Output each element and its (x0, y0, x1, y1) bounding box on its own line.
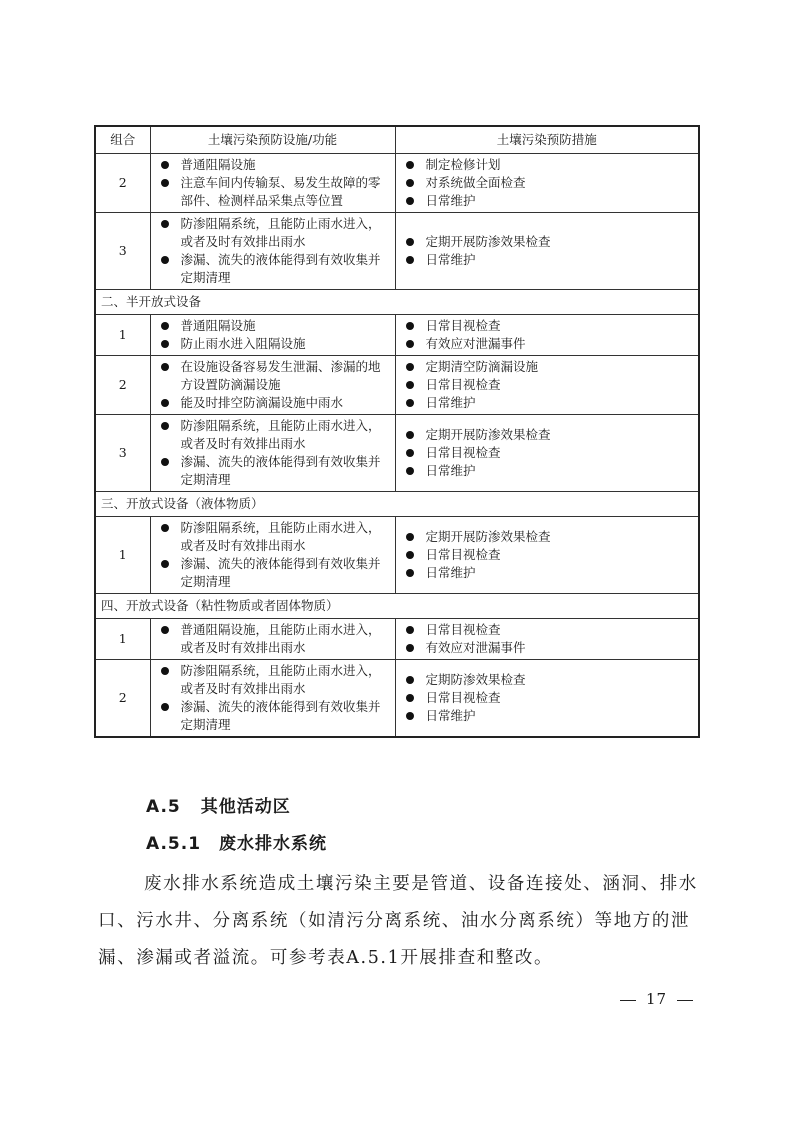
bullet-icon (161, 161, 169, 169)
list-item (402, 192, 693, 210)
page-number-text: 17 (646, 990, 668, 1008)
bullet-icon (161, 399, 169, 407)
list-item-text: 对系统做全面检查 (425, 175, 526, 190)
bullet-icon (161, 220, 169, 228)
list-item-text: 日常目视检查 (425, 377, 501, 392)
table-row (95, 517, 699, 594)
bullet-icon (406, 431, 414, 439)
bullet-icon (161, 703, 169, 711)
bullet-icon (161, 179, 169, 187)
list-item (402, 233, 693, 251)
facilities-cell (150, 154, 395, 213)
bullet-icon (161, 322, 169, 330)
list-item (402, 621, 693, 639)
list-item-text: 日常维护 (425, 708, 476, 723)
bullet-icon (406, 533, 414, 541)
bullet-list (157, 662, 389, 734)
measures-cell (395, 315, 699, 356)
bullet-list (402, 671, 693, 725)
bullet-icon (406, 551, 414, 559)
list-item (402, 444, 693, 462)
list-item (402, 335, 693, 353)
list-item (402, 462, 693, 480)
section-row (95, 290, 699, 315)
list-item (157, 317, 389, 335)
bullet-icon (161, 560, 169, 568)
list-item (157, 335, 389, 353)
list-item (157, 698, 389, 734)
body-paragraph: 废水排水系统造成土壤污染主要是管道、设备连接处、涵洞、排水口、污水井、分离系统（如清污分离系统、油水分离系统）等地方的泄漏、渗漏或者溢流。可参考表A.5.1开展排查和整改。 (98, 874, 698, 968)
section-heading-a51 (146, 829, 327, 854)
bullet-list (402, 358, 693, 412)
bullet-icon (406, 161, 414, 169)
combo-cell: 1 (95, 315, 150, 356)
bullet-list (157, 215, 389, 287)
list-item-text: 渗漏、流失的液体能得到有效收集并定期清理 (180, 252, 381, 285)
bullet-icon (406, 381, 414, 389)
facilities-cell (150, 415, 395, 492)
table-row (95, 315, 699, 356)
bullet-icon (406, 363, 414, 371)
dash-right (677, 1000, 693, 1001)
bullet-icon (406, 626, 414, 634)
bullet-icon (406, 676, 414, 684)
measures-cell (395, 517, 699, 594)
list-item (157, 394, 389, 412)
table-row (95, 213, 699, 290)
combo-cell: 3 (95, 415, 150, 492)
table-row (95, 660, 699, 738)
list-item (157, 519, 389, 555)
bullet-list (157, 358, 389, 412)
list-item (402, 394, 693, 412)
bullet-icon (406, 256, 414, 264)
section-row (95, 492, 699, 517)
list-item-text: 普通阻隔设施，且能防止雨水进入，或者及时有效排出雨水 (180, 622, 381, 655)
list-item-text: 有效应对泄漏事件 (425, 640, 526, 655)
section-number: A.5 (146, 797, 181, 817)
list-item-text: 渗漏、流失的液体能得到有效收集并定期清理 (180, 699, 381, 732)
list-item-text: 能及时排空防滴漏设施中雨水 (180, 395, 344, 410)
list-item-text: 日常目视检查 (425, 622, 501, 637)
list-item (402, 317, 693, 335)
list-item-text: 日常维护 (425, 252, 476, 267)
list-item-text: 日常目视检查 (425, 445, 501, 460)
table-row (95, 356, 699, 415)
facilities-cell (150, 356, 395, 415)
list-item (402, 528, 693, 546)
header-combo: 组合 (95, 126, 150, 154)
bullet-list (157, 417, 389, 489)
section-title: 其他活动区 (200, 797, 291, 817)
bullet-icon (406, 322, 414, 330)
bullet-icon (161, 524, 169, 532)
list-item-text: 日常目视检查 (425, 690, 501, 705)
list-item (402, 426, 693, 444)
combo-cell: 2 (95, 356, 150, 415)
bullet-icon (161, 340, 169, 348)
measures-cell (395, 415, 699, 492)
dash-left (620, 1000, 636, 1001)
list-item-text: 定期开展防渗效果检查 (425, 234, 551, 249)
list-item (157, 251, 389, 287)
list-item-text: 日常维护 (425, 395, 476, 410)
bullet-icon (406, 467, 414, 475)
combo-cell: 2 (95, 154, 150, 213)
section-label: 二、半开放式设备 (95, 290, 699, 315)
bullet-icon (406, 197, 414, 205)
list-item-text: 定期开展防渗效果检查 (425, 427, 551, 442)
list-item-text: 定期开展防渗效果检查 (425, 529, 551, 544)
combo-cell: 2 (95, 660, 150, 738)
subsection-title: 废水排水系统 (219, 834, 328, 854)
list-item-text: 防渗阻隔系统，且能防止雨水进入，或者及时有效排出雨水 (180, 418, 381, 451)
bullet-icon (406, 340, 414, 348)
list-item (402, 564, 693, 582)
list-item-text: 日常维护 (425, 565, 476, 580)
list-item-text: 防渗阻隔系统，且能防止雨水进入，或者及时有效排出雨水 (180, 216, 381, 249)
list-item (402, 639, 693, 657)
measures-cell (395, 356, 699, 415)
list-item (157, 417, 389, 453)
header-facilities: 土壤污染预防设施/功能 (150, 126, 395, 154)
bullet-icon (406, 644, 414, 652)
facilities-cell (150, 660, 395, 738)
list-item-text: 渗漏、流失的液体能得到有效收集并定期清理 (180, 454, 381, 487)
list-item-text: 注意车间内传输泵、易发生故障的零部件、检测样品采集点等位置 (180, 175, 381, 208)
page-number (610, 990, 703, 1008)
bullet-list (157, 519, 389, 591)
list-item (157, 453, 389, 489)
bullet-list (402, 621, 693, 657)
facilities-cell (150, 517, 395, 594)
list-item (157, 555, 389, 591)
bullet-icon (406, 712, 414, 720)
bullet-icon (161, 256, 169, 264)
bullet-list (157, 621, 389, 657)
section-heading-a5 (146, 792, 291, 817)
measures-cell (395, 154, 699, 213)
bullet-list (402, 528, 693, 582)
table-body (95, 154, 699, 738)
list-item (402, 546, 693, 564)
list-item (157, 662, 389, 698)
section-row (95, 594, 699, 619)
measures-cell (395, 213, 699, 290)
table-header-row (95, 126, 699, 154)
bullet-icon (406, 449, 414, 457)
bullet-icon (161, 626, 169, 634)
list-item-text: 在设施设备容易发生泄漏、渗漏的地方设置防滴漏设施 (180, 359, 381, 392)
measures-cell (395, 619, 699, 660)
bullet-icon (406, 569, 414, 577)
soil-pollution-prevention-table (94, 125, 700, 738)
combo-cell: 3 (95, 213, 150, 290)
list-item (402, 689, 693, 707)
list-item-text: 防止雨水进入阻隔设施 (180, 336, 306, 351)
bullet-icon (406, 238, 414, 246)
list-item-text: 日常维护 (425, 463, 476, 478)
list-item-text: 日常维护 (425, 193, 476, 208)
list-item (157, 358, 389, 394)
facilities-cell (150, 619, 395, 660)
subsection-number: A.5.1 (146, 834, 202, 854)
bullet-icon (161, 363, 169, 371)
list-item-text: 防渗阻隔系统，且能防止雨水进入，或者及时有效排出雨水 (180, 520, 381, 553)
list-item (157, 621, 389, 657)
table-row (95, 154, 699, 213)
list-item (157, 174, 389, 210)
list-item-text: 制定检修计划 (425, 157, 501, 172)
combo-cell: 1 (95, 619, 150, 660)
list-item-text: 普通阻隔设施 (180, 318, 256, 333)
list-item (402, 174, 693, 192)
list-item (402, 376, 693, 394)
bullet-list (402, 317, 693, 353)
list-item (402, 671, 693, 689)
list-item-text: 防渗阻隔系统，且能防止雨水进入，或者及时有效排出雨水 (180, 663, 381, 696)
list-item (402, 251, 693, 269)
list-item (402, 707, 693, 725)
bullet-icon (161, 422, 169, 430)
combo-cell: 1 (95, 517, 150, 594)
bullet-icon (161, 458, 169, 466)
measures-cell (395, 660, 699, 738)
list-item-text: 日常目视检查 (425, 318, 501, 333)
list-item (402, 358, 693, 376)
section-label: 四、开放式设备（粘性物质或者固体物质） (95, 594, 699, 619)
bullet-icon (406, 694, 414, 702)
list-item (402, 156, 693, 174)
section-label: 三、开放式设备（液体物质） (95, 492, 699, 517)
table-row (95, 619, 699, 660)
bullet-list (402, 156, 693, 210)
bullet-list (402, 426, 693, 480)
list-item-text: 有效应对泄漏事件 (425, 336, 526, 351)
facilities-cell (150, 213, 395, 290)
list-item-text: 普通阻隔设施 (180, 157, 256, 172)
list-item-text: 定期防渗效果检查 (425, 672, 526, 687)
facilities-cell (150, 315, 395, 356)
list-item-text: 定期清空防滴漏设施 (425, 359, 539, 374)
list-item-text: 渗漏、流失的液体能得到有效收集并定期清理 (180, 556, 381, 589)
bullet-list (157, 317, 389, 353)
bullet-icon (406, 399, 414, 407)
table-row (95, 415, 699, 492)
bullet-icon (406, 179, 414, 187)
list-item-text: 日常目视检查 (425, 547, 501, 562)
list-item (157, 156, 389, 174)
bullet-icon (161, 667, 169, 675)
bullet-list (402, 233, 693, 269)
bullet-list (157, 156, 389, 210)
header-measures: 土壤污染预防措施 (395, 126, 699, 154)
list-item (157, 215, 389, 251)
